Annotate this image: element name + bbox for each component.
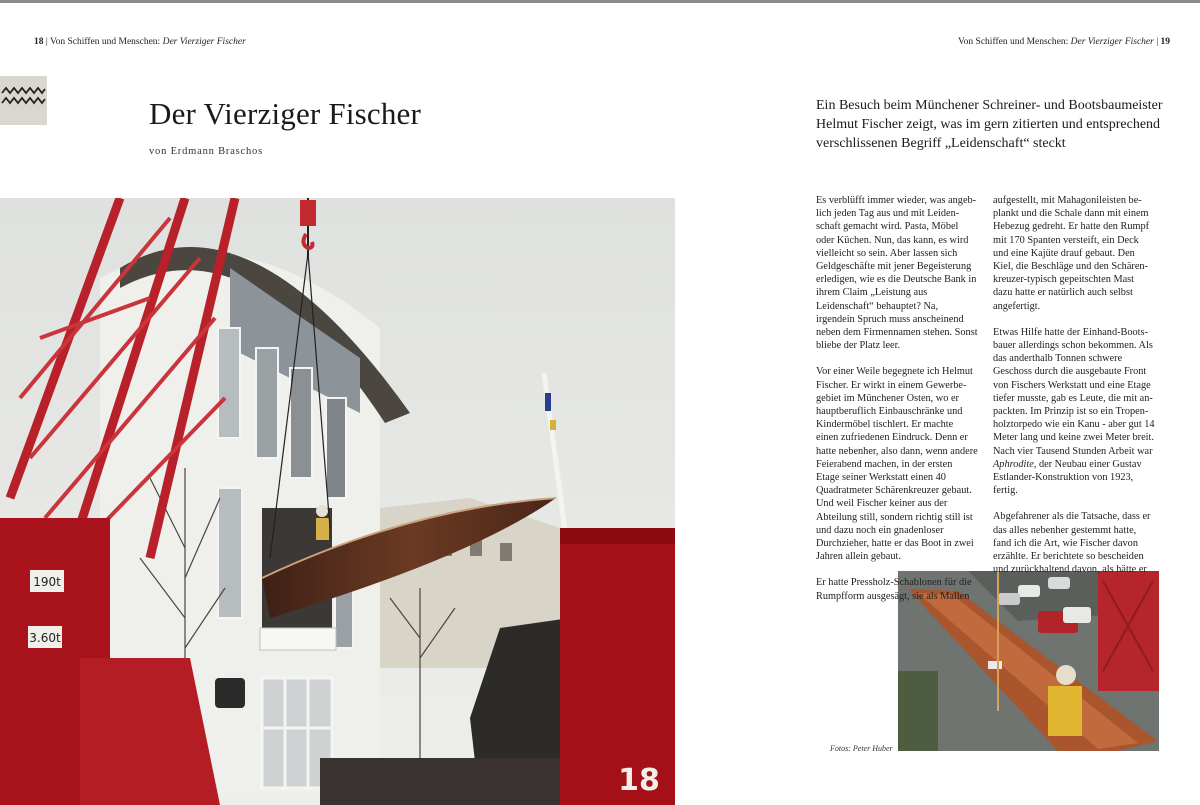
body-paragraph: Er hatte Pressholz-Schablonen für die Rumpfform ausgesägt, sie als Mallen <box>816 577 972 602</box>
boat-name: Aphrodite <box>993 458 1034 470</box>
truck-number: 18 <box>618 763 660 798</box>
main-photo <box>0 198 675 805</box>
running-head-right: Von Schiffen und Menschen: Der Vierziger Fischer | 19 <box>958 37 1170 47</box>
crane-lifting-boat-illustration <box>0 198 675 805</box>
article-lead: Ein Besuch beim Münchener Schreiner- und Bootsbaumeister Helmut Fischer zeigt, was im gern zitierten und entsprechend verschlissenen Begriff „Leidenschaft“ steckt <box>816 98 1163 151</box>
body-text: Etwas Hilfe hatte der Einhand-Bootsbauer allerdings schon bekommen. Als das anderthalb Tonnen schwere Geschoss durch die ausgebaute Front von Fischers Werkstatt und eine Etage tiefer musste, gab es Leute, die mit anpackten. Im Prinzip ist so ein Tropenholztorpedo wie ein Kanu - aber gut 14 Meter lang und keine zwei Meter breit. Nach vier Tausend Stunden Arbeit war <box>993 326 1155 457</box>
page-number-right: 19 <box>1160 37 1170 47</box>
section-name-right: Von Schiffen und Menschen: <box>958 37 1069 47</box>
body-paragraph <box>993 326 1155 498</box>
body-paragraph: Vor einer Weile begegnete ich Helmut Fischer. Er wirkt in einem Gewerbegebiet im Münchener Osten, wo er hauptberuflich Einbauschränke und Kindermöbel tischlert. Er machte einen zufriedenen Eindruck. Denn er hatte nebenher, also dann, wenn andere Feierabend machen, in der ersten Etage seiner Werkstatt einen 40 Quadratmeter Schärenkreuzer gebaut. Und weil Fischer keiner aus der Abteilung still, sondern richtig still ist und dazu noch ein gnadenloser Durchzieher, hatte er das Boot in zwei Jahren allein gebaut. <box>816 366 978 563</box>
body-column-1 <box>816 194 978 616</box>
body-text: , der Neubau einer Gustav Estlander-Konstruktion von 1923, fertig. <box>993 458 1142 497</box>
article-title: Der Vierziger Fischer <box>149 96 422 131</box>
body-paragraph: aufgestellt, mit Mahagonileisten beplankt und die Schale dann mit einem Hebezug gedreht. Er hatte den Rumpf mit 170 Spanten versteift, ein Deck und eine Kajüte drauf gebaut. Den Kiel, die Beschläge und den Schärenkreuzer-typisch gepeitschten Mast dazu hatte er natürlich auch selbst angefertigt. <box>993 195 1150 312</box>
article-title-right: Der Vierziger Fischer <box>1070 37 1154 47</box>
crane-plate-360t: 3.60t <box>29 631 61 645</box>
page-number-left: 18 <box>34 37 44 47</box>
photo-credit: Fotos: Peter Huber <box>830 744 893 753</box>
body-paragraph: Es verblüfft immer wieder, was angeblich jeden Tag aus und mit Leidenschaft gemacht wird. Pasta, Möbel oder Küchen. Nun, das kann, es wird vielleicht so sein. Aber lassen sich Geldgeschäfte mit jener Begeisterung erledigen, wie es die Deutsche Bank in ihrem Claim „Leistung aus Leidenschaft“ behauptet? Na, irgendein Spruch muss anscheinend neben dem Firmennamen stehen. Sonst bliebe der Platz leer. <box>816 195 978 352</box>
running-head-left: 18 | Von Schiffen und Menschen: Der Vierziger Fischer <box>34 37 246 47</box>
article-title-left: Der Vierziger Fischer <box>162 37 246 47</box>
body-column-2 <box>993 194 1155 589</box>
zigzag-icon <box>0 76 47 125</box>
zigzag-emblem <box>0 76 47 125</box>
article-byline: von Erdmann Braschos <box>149 146 263 157</box>
section-name-left: Von Schiffen und Menschen: <box>49 37 161 47</box>
crane-plate-190t: 190t <box>33 575 61 589</box>
top-rule <box>0 0 1200 3</box>
body-paragraph: Abgefahrener als die Tatsache, dass er das alles nebenher gestemmt hatte, fand ich die Art, wie Fischer davon erzählte. Er berichtete so bescheiden und zurückhaltend davon, als hätte er <box>993 511 1151 576</box>
